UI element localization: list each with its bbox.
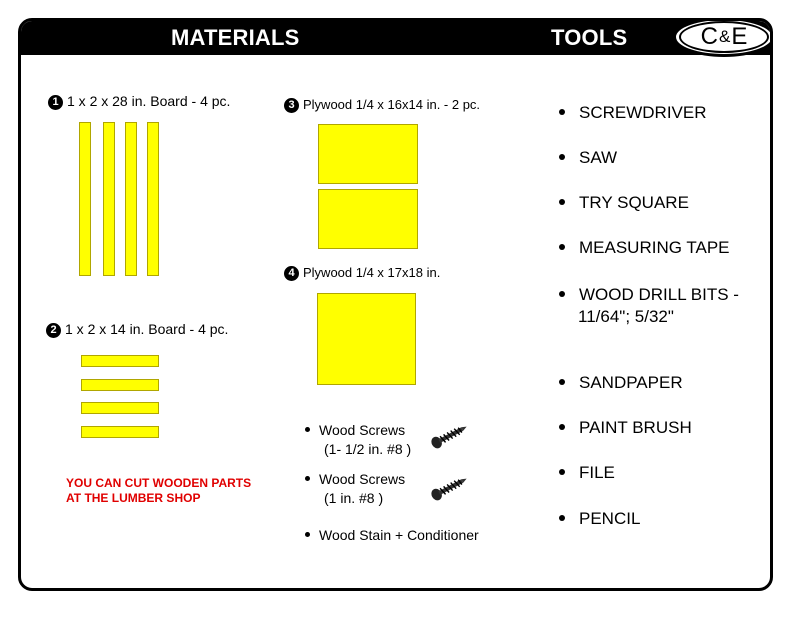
tool-item-continued: 11/64"; 5/32" — [578, 307, 674, 326]
item3-number: 3 — [284, 98, 299, 113]
item3-label: 3 Plywood 1/4 x 16x14 in. - 2 pc. — [284, 96, 480, 113]
plywood-17x18 — [317, 293, 416, 385]
wood-screw-icon — [428, 423, 470, 449]
plywood-16x14-2 — [318, 189, 418, 249]
item4-number: 4 — [284, 266, 299, 281]
logo-letter-c: C — [700, 23, 718, 50]
tool-item: WOOD DRILL BITS - — [559, 284, 739, 306]
logo — [673, 18, 773, 57]
board-28in-3 — [125, 122, 137, 276]
tool-item: PENCIL — [559, 508, 640, 530]
tool-item: PAINT BRUSH — [559, 417, 692, 439]
tool-item: FILE — [559, 462, 615, 484]
board-28in-4 — [147, 122, 159, 276]
tool-item: MEASURING TAPE — [559, 237, 730, 259]
board-14in-2 — [81, 379, 159, 391]
lumber-shop-note: YOU CAN CUT WOODEN PARTS AT THE LUMBER SHOP — [66, 476, 252, 505]
screws-short-item: Wood Screws (1 in. #8 ) — [305, 470, 405, 508]
stain-item: Wood Stain + Conditioner — [305, 526, 479, 545]
board-14in-1 — [81, 355, 159, 367]
materials-title: MATERIALS — [171, 25, 300, 50]
board-14in-3 — [81, 402, 159, 414]
header-bar — [21, 21, 770, 55]
item4-label: 4 Plywood 1/4 x 17x18 in. — [284, 264, 440, 281]
tool-item: SCREWDRIVER — [559, 102, 707, 124]
wood-screw-icon — [428, 475, 470, 501]
logo-letter-e: E — [731, 23, 748, 50]
tool-item: TRY SQUARE — [559, 192, 689, 214]
board-28in-2 — [103, 122, 115, 276]
item2-number: 2 — [46, 323, 61, 338]
screws-long-item: Wood Screws (1- 1/2 in. #8 ) — [305, 421, 411, 459]
item2-label: 2 1 x 2 x 14 in. Board - 4 pc. — [46, 321, 228, 338]
tools-title: TOOLS — [551, 25, 628, 50]
item1-label: 1 1 x 2 x 28 in. Board - 4 pc. — [48, 93, 230, 110]
board-28in-1 — [79, 122, 91, 276]
logo-ampersand: & — [718, 27, 731, 46]
item1-number: 1 — [48, 95, 63, 110]
tool-item: SANDPAPER — [559, 372, 683, 394]
tool-item: SAW — [559, 147, 617, 169]
board-14in-4 — [81, 426, 159, 438]
plywood-16x14-1 — [318, 124, 418, 184]
